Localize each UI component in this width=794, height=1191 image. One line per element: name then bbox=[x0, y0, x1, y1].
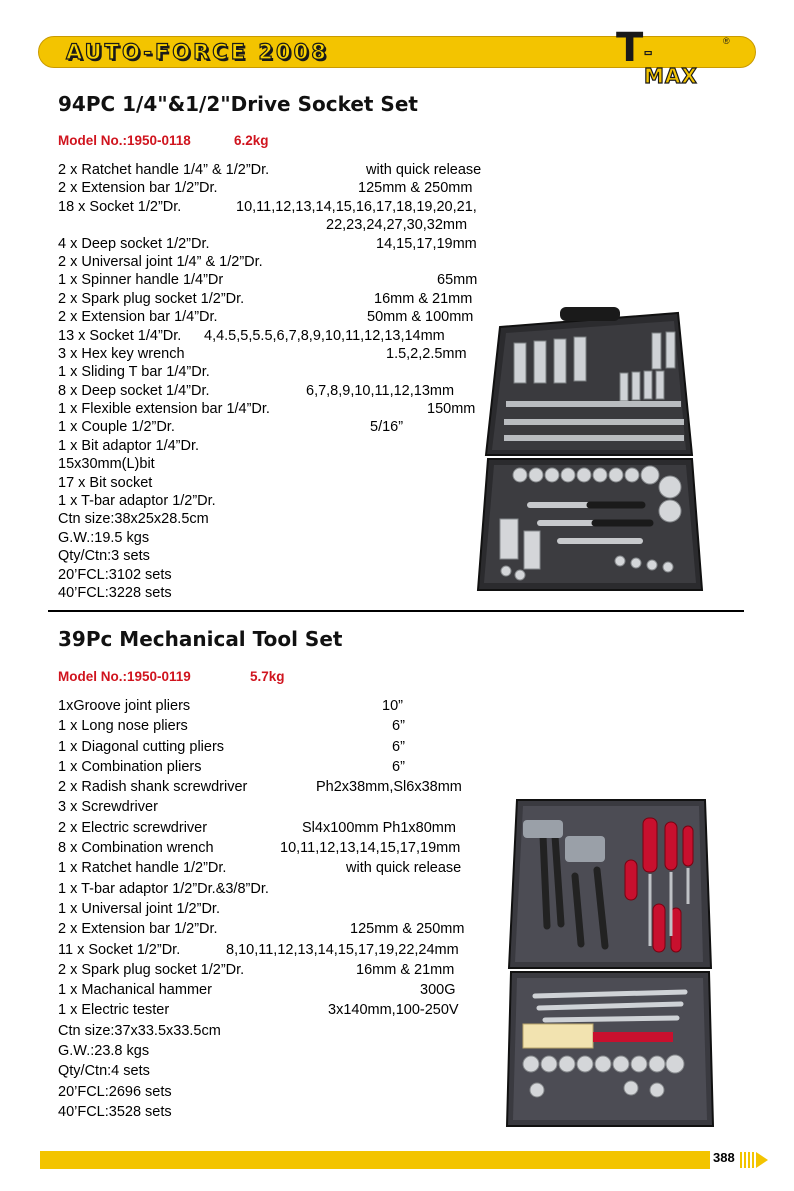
spec-text: Ctn size:38x25x28.5cm bbox=[58, 511, 209, 528]
spec-item bbox=[58, 777, 462, 797]
spec-item bbox=[58, 345, 467, 363]
spec-item bbox=[58, 1021, 269, 1041]
spec-text: 20’FCL:3102 sets bbox=[58, 566, 172, 583]
spec-item bbox=[58, 1041, 269, 1061]
product2-title: 39Pc Mechanical Tool Set bbox=[58, 627, 343, 651]
spec-value: 8,10,11,12,13,14,15,17,19,22,24mm bbox=[226, 941, 459, 958]
spec-value: 300G bbox=[420, 982, 456, 999]
spec-text: 3 x Hex key wrench bbox=[58, 345, 185, 362]
spec-text: 1 x T-bar adaptor 1/2”Dr.&3/8”Dr. bbox=[58, 880, 269, 897]
spec-item bbox=[58, 716, 405, 736]
spec-item bbox=[58, 980, 456, 1000]
spec-text: 2 x Electric screwdriver bbox=[58, 819, 208, 836]
spec-text: 15x30mm(L)bit bbox=[58, 456, 155, 473]
spec-item bbox=[58, 271, 478, 289]
spec-item bbox=[58, 858, 462, 878]
spec-item bbox=[58, 737, 405, 757]
product1-title: 94PC 1/4"&1/2"Drive Socket Set bbox=[58, 92, 418, 116]
spec-text: 1 x Combination pliers bbox=[58, 758, 202, 775]
spec-value: 65mm bbox=[437, 272, 478, 289]
section-divider bbox=[48, 610, 744, 612]
product1-weight: 6.2kg bbox=[234, 133, 269, 148]
spec-value: 50mm & 100mm bbox=[367, 309, 474, 326]
spec-text: 40’FCL:3528 sets bbox=[58, 1103, 172, 1120]
spec-item bbox=[58, 757, 405, 777]
banner-title: AUTO-FORCE 2008 bbox=[66, 40, 329, 64]
product1-spec-list bbox=[58, 161, 482, 602]
spec-item bbox=[58, 1082, 269, 1102]
spec-text: 2 x Extension bar 1/2”Dr. bbox=[58, 921, 218, 938]
next-arrow-icon bbox=[756, 1152, 768, 1168]
spec-item bbox=[58, 899, 269, 919]
spec-item bbox=[58, 179, 473, 197]
spec-item bbox=[58, 474, 270, 492]
spec-item bbox=[58, 327, 445, 345]
spec-value: 6” bbox=[392, 738, 405, 755]
logo-max: -MAX bbox=[644, 40, 698, 88]
spec-item bbox=[58, 216, 468, 234]
product2-model-number: Model No.:1950-0119 bbox=[58, 669, 191, 684]
spec-item bbox=[58, 797, 269, 817]
spec-text: 1 x Spinner handle 1/4”Dr bbox=[58, 272, 224, 289]
logo-t: T bbox=[616, 25, 644, 71]
spec-item bbox=[58, 382, 455, 400]
spec-item bbox=[58, 1061, 269, 1081]
spec-item bbox=[58, 1102, 269, 1122]
spec-value: 6” bbox=[392, 718, 405, 735]
spec-value: with quick release bbox=[346, 860, 462, 877]
spec-item bbox=[58, 161, 482, 179]
spec-value: 22,23,24,27,30,32mm bbox=[326, 217, 468, 234]
spec-text: 2 x Spark plug socket 1/2”Dr. bbox=[58, 961, 245, 978]
spec-item bbox=[58, 455, 270, 473]
spec-text: 1 x Universal joint 1/2”Dr. bbox=[58, 900, 220, 917]
spec-text: 1 x Ratchet handle 1/2”Dr. bbox=[58, 860, 227, 877]
spec-item bbox=[58, 940, 459, 960]
spec-text: 1 x Long nose pliers bbox=[58, 718, 188, 735]
product1-model-number: Model No.:1950-0118 bbox=[58, 133, 191, 148]
spec-item bbox=[58, 198, 477, 216]
spec-text: 18 x Socket 1/2”Dr. bbox=[58, 198, 182, 215]
spec-item bbox=[58, 492, 270, 510]
product2-weight: 5.7kg bbox=[250, 669, 285, 684]
spec-item bbox=[58, 1000, 459, 1020]
spec-value: with quick release bbox=[366, 162, 482, 178]
page-number: 388 bbox=[713, 1150, 735, 1165]
spec-text: G.W.:23.8 kgs bbox=[58, 1043, 150, 1060]
spec-text: 1 x Bit adaptor 1/4”Dr. bbox=[58, 437, 200, 454]
footer-bar bbox=[40, 1151, 710, 1169]
spec-text: G.W.:19.5 kgs bbox=[58, 529, 150, 546]
spec-item bbox=[58, 235, 477, 253]
spec-item bbox=[58, 363, 270, 381]
spec-text: 1 x Flexible extension bar 1/4”Dr. bbox=[58, 401, 270, 418]
spec-text: 13 x Socket 1/4”Dr. bbox=[58, 327, 182, 344]
spec-value: 14,15,17,19mm bbox=[376, 235, 477, 252]
spec-text: 8 x Combination wrench bbox=[58, 840, 214, 857]
spec-value: Sl4x100mm Ph1x80mm bbox=[302, 819, 456, 836]
spec-text: 40’FCL:3228 sets bbox=[58, 584, 172, 601]
spec-item bbox=[58, 308, 474, 326]
spec-text: 1 x Sliding T bar 1/4”Dr. bbox=[58, 364, 210, 381]
product1-model bbox=[58, 133, 269, 148]
spec-value: 3x140mm,100-250V bbox=[328, 1002, 459, 1019]
spec-item bbox=[58, 400, 476, 418]
socket-set-case-image bbox=[470, 305, 710, 595]
mechanical-tool-set-case-image bbox=[505, 796, 715, 1131]
spec-text: Qty/Ctn:4 sets bbox=[58, 1063, 150, 1080]
spec-text: 1xGroove joint pliers bbox=[58, 698, 191, 714]
spec-value: 6,7,8,9,10,11,12,13mm bbox=[306, 382, 455, 399]
spec-value: 10,11,12,13,14,15,17,19mm bbox=[280, 840, 461, 857]
spec-text: 2 x Ratchet handle 1/4” & 1/2”Dr. bbox=[58, 162, 270, 178]
spec-text: 2 x Extension bar 1/2”Dr. bbox=[58, 180, 218, 197]
spec-text: 20’FCL:2696 sets bbox=[58, 1083, 172, 1100]
spec-item bbox=[58, 437, 270, 455]
spec-item bbox=[58, 838, 461, 858]
spec-value: 150mm bbox=[427, 401, 476, 418]
spec-text: 17 x Bit socket bbox=[58, 474, 153, 491]
spec-text: 1 x Diagonal cutting pliers bbox=[58, 738, 225, 755]
spec-value: 5/16” bbox=[370, 419, 404, 436]
spec-value: 6” bbox=[392, 758, 405, 775]
spec-text: 4 x Deep socket 1/2”Dr. bbox=[58, 235, 210, 252]
spec-text: 8 x Deep socket 1/4”Dr. bbox=[58, 382, 210, 399]
spec-text: 3 x Screwdriver bbox=[58, 799, 158, 816]
spec-text: Ctn size:37x33.5x33.5cm bbox=[58, 1022, 221, 1039]
spec-text: Qty/Ctn:3 sets bbox=[58, 548, 150, 565]
spec-item bbox=[58, 584, 270, 602]
spec-item bbox=[58, 253, 270, 271]
spec-text: 11 x Socket 1/2”Dr. bbox=[58, 941, 181, 958]
spec-text: 2 x Extension bar 1/4”Dr. bbox=[58, 309, 218, 326]
spec-value: Ph2x38mm,Sl6x38mm bbox=[316, 779, 462, 796]
logo-registered-mark: ® bbox=[723, 36, 730, 46]
spec-text: 1 x Machanical hammer bbox=[58, 982, 212, 999]
spec-item bbox=[58, 547, 270, 565]
spec-item bbox=[58, 960, 455, 980]
spec-item bbox=[58, 696, 403, 716]
spec-item bbox=[58, 290, 473, 308]
spec-text: 1 x T-bar adaptor 1/2”Dr. bbox=[58, 493, 216, 510]
spec-item bbox=[58, 510, 270, 528]
spec-value: 10” bbox=[382, 698, 403, 714]
spec-item bbox=[58, 879, 269, 899]
product2-spec-list bbox=[58, 696, 465, 1122]
spec-item bbox=[58, 919, 465, 939]
spec-text: 2 x Spark plug socket 1/2”Dr. bbox=[58, 290, 245, 307]
spec-value: 10,11,12,13,14,15,16,17,18,19,20,21, bbox=[236, 198, 477, 215]
spec-value: 4,4.5,5,5.5,6,7,8,9,10,11,12,13,14mm bbox=[204, 327, 445, 344]
spec-text: 2 x Radish shank screwdriver bbox=[58, 779, 248, 796]
spec-value: 16mm & 21mm bbox=[356, 961, 455, 978]
spec-item bbox=[58, 818, 456, 838]
footer-stripes bbox=[740, 1152, 754, 1168]
spec-value: 125mm & 250mm bbox=[358, 180, 473, 197]
spec-text: 1 x Couple 1/2”Dr. bbox=[58, 419, 175, 436]
spec-item bbox=[58, 566, 270, 584]
spec-value: 125mm & 250mm bbox=[350, 921, 465, 938]
product2-model bbox=[58, 669, 285, 684]
spec-text: 2 x Universal joint 1/4” & 1/2”Dr. bbox=[58, 253, 263, 270]
spec-value: 1.5,2,2.5mm bbox=[386, 345, 467, 362]
spec-text: 1 x Electric tester bbox=[58, 1002, 170, 1019]
spec-item bbox=[58, 529, 270, 547]
spec-value: 16mm & 21mm bbox=[374, 290, 473, 307]
spec-item bbox=[58, 418, 404, 436]
